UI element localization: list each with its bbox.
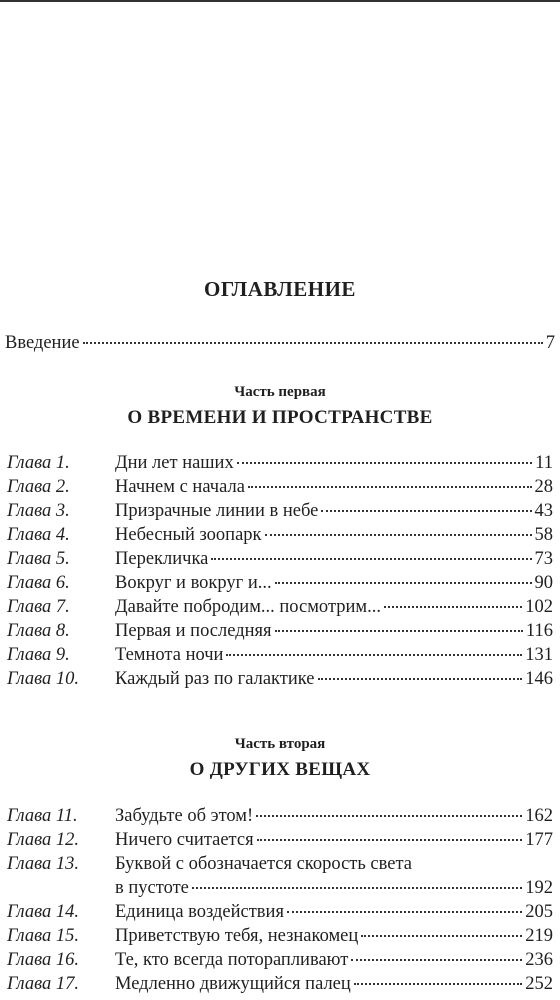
chapter-title: Ничего считается [115,830,254,850]
part-label: Часть вторая [234,736,326,752]
entry-title: Введение [5,333,80,353]
toc-entry-chapter[interactable] [0,572,553,595]
page-number: 177 [525,830,553,850]
chapter-label: Глава 15. [7,926,79,946]
page-number: 131 [525,645,553,665]
page-number: 219 [525,926,553,946]
toc-entry-chapter-continued[interactable] [0,877,553,900]
toc-entry-intro[interactable] [5,332,555,355]
page-number: 58 [534,525,553,545]
toc-entry-chapter[interactable] [0,620,553,643]
page-number: 192 [525,878,553,898]
toc-entry-chapter[interactable] [0,901,553,924]
part-title: О ДРУГИХ ВЕЩАХ [189,759,371,780]
chapter-label: Глава 4. [7,525,70,545]
dot-leader [192,887,522,889]
chapter-label: Глава 2. [7,477,70,497]
chapter-title: Те, кто всегда поторапливают [115,950,349,970]
dot-leader [384,606,522,608]
chapter-title: Темнота ночи [115,645,224,665]
page-number: 116 [525,621,553,641]
chapter-label: Глава 13. [7,854,79,874]
chapter-label: Глава 11. [7,806,78,826]
page-number: 102 [525,597,553,617]
dot-leader [237,462,532,464]
page-number: 28 [534,477,553,497]
part-title: О ВРЕМЕНИ И ПРОСТРАНСТВЕ [127,407,433,428]
chapter-label: Глава 16. [7,950,79,970]
chapter-label: Глава 10. [7,669,79,689]
page-number: 252 [525,974,553,994]
chapter-title: Медленно движущийся палец [115,974,351,994]
chapter-title: Небесный зоопарк [115,525,262,545]
chapter-label: Глава 5. [7,549,70,569]
page-number: 146 [525,669,553,689]
chapter-title: Давайте побродим... посмотрим... [115,597,381,617]
page-number: 205 [525,902,553,922]
chapter-label: Глава 7. [7,597,70,617]
chapter-title: Перекличка [115,549,209,569]
dot-leader [351,959,522,961]
chapter-title: Призрачные линии в небе [115,501,319,521]
chapter-label: Глава 17. [7,974,79,994]
chapter-title-continued: в пустоте [115,878,189,898]
toc-entry-chapter[interactable] [0,452,553,475]
dot-leader [257,839,523,841]
chapter-title: Приветствую тебя, незнакомец [115,926,359,946]
dot-leader [354,983,522,985]
toc-heading: ОГЛАВЛЕНИЕ [204,277,356,301]
toc-entry-chapter[interactable] [0,949,553,972]
dot-leader [361,935,522,937]
dot-leader [275,582,532,584]
chapter-label: Глава 3. [7,501,70,521]
dot-leader [256,815,522,817]
dot-leader [83,342,543,344]
page-number: 73 [534,549,553,569]
page-number: 162 [525,806,553,826]
toc-entry-chapter[interactable] [0,476,553,499]
chapter-title: Каждый раз по галактике [115,669,315,689]
dot-leader [287,911,522,913]
toc-entry-chapter[interactable] [0,524,553,547]
dot-leader [321,510,531,512]
chapter-label: Глава 12. [7,830,79,850]
part-label: Часть первая [234,384,326,400]
toc-entry-chapter[interactable] [0,668,553,691]
chapter-title: Буквой c обозначается скорость света [115,854,412,874]
dot-leader [226,654,522,656]
dot-leader [275,630,523,632]
chapter-label: Глава 6. [7,573,70,593]
dot-leader [211,558,531,560]
toc-entry-chapter[interactable] [0,500,553,523]
toc-entry-chapter[interactable] [0,644,553,667]
toc-entry-chapter[interactable] [0,805,553,828]
chapter-label: Глава 8. [7,621,70,641]
chapter-title: Единица воздействия [115,902,284,922]
chapter-label: Глава 9. [7,645,70,665]
chapter-title: Начнем с начала [115,477,245,497]
chapter-label: Глава 14. [7,902,79,922]
toc-entry-chapter[interactable] [0,853,553,876]
chapter-title: Первая и последняя [115,621,272,641]
toc-entry-chapter[interactable] [0,829,553,852]
page-number: 11 [535,453,553,473]
top-rule [0,0,560,2]
dot-leader [318,678,523,680]
chapter-title: Дни лет наших [115,453,234,473]
toc-entry-chapter[interactable] [0,973,553,996]
chapter-title: Забудьте об этом! [115,806,254,826]
dot-leader [248,486,532,488]
toc-entry-chapter[interactable] [0,548,553,571]
page-number: 90 [534,573,553,593]
page-number: 236 [525,950,553,970]
page-number: 7 [545,333,555,353]
toc-entry-chapter[interactable] [0,925,553,948]
chapter-label: Глава 1. [7,453,70,473]
page-number: 43 [534,501,553,521]
dot-leader [265,534,532,536]
chapter-title: Вокруг и вокруг и... [115,573,272,593]
toc-entry-chapter[interactable] [0,596,553,619]
